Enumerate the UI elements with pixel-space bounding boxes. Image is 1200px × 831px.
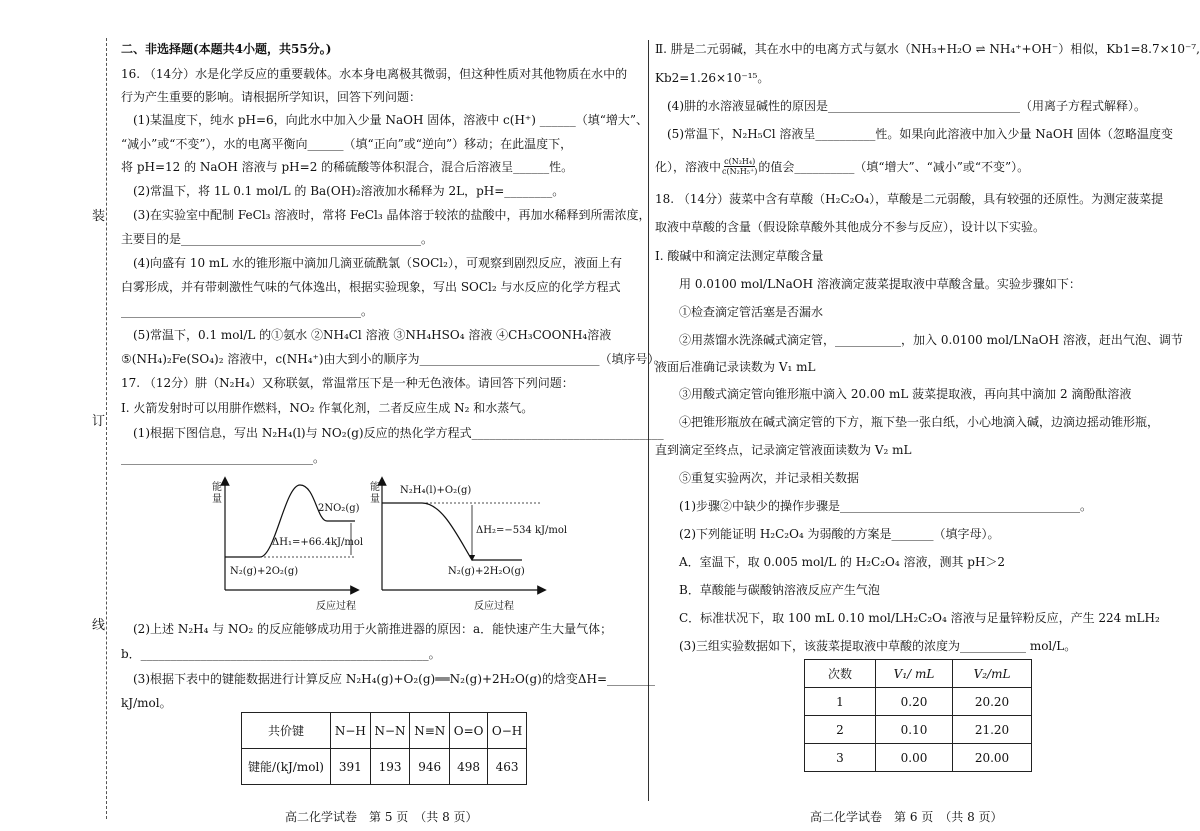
- q18-1: (1)步骤②中缺少的操作步骤是________________________________________。: [679, 499, 1092, 513]
- table-header-cell: V₁/ mL: [876, 660, 953, 688]
- table-header-cell: 共价键: [242, 713, 331, 749]
- ratio-numerator: c(N₂H₄): [724, 157, 756, 166]
- table-cell: 463: [488, 749, 527, 785]
- q16-5-line2: ⑤(NH₄)₂Fe(SO₄)₂ 溶液中，c(NH₄⁺)由大到小的顺序为______________________________（填序号）。: [121, 352, 666, 366]
- q17b-line2: Kb2=1.26×10⁻¹⁵。: [655, 71, 770, 85]
- q16-1-line3: 将 pH=12 的 NaOH 溶液与 pH=2 的稀硫酸等体积混合，混合后溶液呈______性。: [121, 160, 574, 174]
- q17-3-line2: kJ/mol。: [121, 696, 172, 710]
- q16-4-line1: (4)向盛有 10 mL 水的锥形瓶中滴加几滴亚硫酰氯（SOCl₂），可观察到剧烈反应，液面上有: [133, 256, 622, 270]
- q16-3-line2: 主要目的是________________________________________。: [121, 232, 434, 246]
- q16-line1: 16. （14分）水是化学反应的重要载体。水本身电离极其微弱，但这种性质对其他物质在水中的: [121, 67, 628, 81]
- table-header-cell: O−H: [488, 713, 527, 749]
- q16-4-line2: 白雾形成，并有带刺激性气味的气体逸出，根据实验现象，写出 SOCl₂ 与水反应的化学方程式: [121, 280, 621, 294]
- table-cell: 0.10: [876, 716, 953, 744]
- chart1-xlabel: 反应过程: [316, 601, 356, 612]
- q17-2-line2: b．________________________________________________。: [121, 647, 441, 661]
- q17-3-line1: (3)根据下表中的键能数据进行计算反应 N₂H₄(g)+O₂(g)══N₂(g)+2H₂O(g)的焓变ΔH=________: [133, 672, 656, 686]
- chart1-dh-label: ΔH₁=+66.4kJ/mol: [272, 537, 364, 548]
- table-cell: 946: [410, 749, 450, 785]
- section-title: 二、非选择题(本题共4小题，共55分。): [121, 42, 332, 56]
- q18-step4-line2: 直到滴定至终点，记录滴定管液面读数为 V₂ mL: [655, 443, 912, 457]
- q17-1-line2: ________________________________。: [121, 451, 326, 465]
- q18-option-a: A．室温下，取 0.005 mol/L 的 H₂C₂O₄ 溶液，测其 pH＞2: [679, 555, 1006, 569]
- q18-option-b: B．草酸能与碳酸钠溶液反应产生气泡: [679, 583, 880, 597]
- q18-3: (3)三组实验数据如下，该菠菜提取液中草酸的浓度为___________ mol/L。: [679, 639, 1077, 653]
- table-cell: 3: [805, 744, 876, 772]
- q18-part1: Ⅰ. 酸碱中和滴定法测定草酸含量: [655, 249, 824, 263]
- ratio-denominator: c(N₂H₅⁺): [722, 167, 758, 176]
- table-header-cell: N−N: [370, 713, 410, 749]
- bond-energy-table: [241, 712, 527, 785]
- table-cell: 193: [370, 749, 410, 785]
- table-cell: 键能/(kJ/mol): [242, 749, 331, 785]
- q18-2: (2)下列能证明 H₂C₂O₄ 为弱酸的方案是_______（填字母）。: [679, 527, 1000, 541]
- table-row: [242, 713, 527, 749]
- q18-step3: ③用酸式滴定管向锥形瓶中滴入 20.00 mL 菠菜提取液，再向其中滴加 2 滴酚酞溶液: [679, 387, 1132, 401]
- binding-mark-xian: 线: [92, 614, 105, 633]
- table-row: [242, 749, 527, 785]
- q17-5-line2: [655, 157, 1029, 176]
- table-cell: 0.20: [876, 688, 953, 716]
- page-divider: [648, 40, 649, 801]
- table-row: [805, 716, 1032, 744]
- q16-5-line1: (5)常温下，0.1 mol/L 的①氨水 ②NH₄Cl 溶液 ③NH₄HSO₄ 溶液 ④CH₃COONH₄溶液: [133, 328, 612, 342]
- table-cell: 21.20: [953, 716, 1032, 744]
- q16-1-line1: (1)某温度下，纯水 pH=6，向此水中加入少量 NaOH 固体，溶液中 c(H⁺) ______（填“增大”、: [133, 113, 649, 127]
- chart2-dh-label: ΔH₂=−534 kJ/mol: [476, 525, 568, 536]
- chart2-product-label: N₂(g)+2H₂O(g): [448, 566, 525, 577]
- table-header-cell: N≡N: [410, 713, 450, 749]
- q17-4: (4)肼的水溶液显碱性的原因是________________________________（用离子方程式解释）。: [667, 99, 1147, 113]
- table-cell: 2: [805, 716, 876, 744]
- table-row: [805, 744, 1032, 772]
- binding-line: [106, 38, 107, 819]
- chart2-ylabel: 能量: [370, 482, 380, 505]
- page-footer-right: 高二化学试卷 第 6 页 （共 8 页）: [810, 810, 1003, 824]
- q16-line2: 行为产生重要的影响。请根据所学知识，回答下列问题：: [121, 90, 422, 104]
- table-header-cell: V₂/mL: [953, 660, 1032, 688]
- q16-2: (2)常温下，将 1L 0.1 mol/L 的 Ba(OH)₂溶液加水稀释为 2L，pH=________。: [133, 184, 565, 198]
- chart1-ylabel: 能量: [212, 482, 222, 505]
- chart1-reactant-label: N₂(g)+2O₂(g): [230, 566, 299, 577]
- q16-4-line3: ________________________________________。: [121, 304, 374, 318]
- q18-step2-line1: ②用蒸馏水洗涤碱式滴定管，___________，加入 0.0100 mol/LNaOH 溶液，赶出气泡、调节: [679, 333, 1183, 347]
- chart2-xlabel: 反应过程: [474, 601, 514, 612]
- table-cell: 391: [331, 749, 371, 785]
- q18-line1: 18. （14分）菠菜中含有草酸（H₂C₂O₄），草酸是二元弱酸，具有较强的还原性。为测定菠菜提: [655, 192, 1164, 206]
- concentration-ratio: [722, 157, 757, 176]
- binding-mark-ding: 订: [92, 410, 105, 429]
- q16-3-line1: (3)在实验室中配制 FeCl₃ 溶液时，常将 FeCl₃ 晶体溶于较浓的盐酸中，再加水稀释到所需浓度，: [133, 208, 651, 222]
- q17b-line1: Ⅱ. 肼是二元弱碱，其在水中的电离方式与氨水（NH₃+H₂O ⇌ NH₄⁺+OH⁻）相似，Kb1=8.7×10⁻⁷,: [655, 42, 1200, 56]
- q17-5-line1: (5)常温下，N₂H₅Cl 溶液呈__________性。如果向此溶液中加入少量 NaOH 固体（忽略温度变: [667, 127, 1174, 141]
- table-row: [805, 660, 1032, 688]
- q18-option-c: C．标准状况下，取 100 mL 0.10 mol/LH₂C₂O₄ 溶液与足量锌粉反应，产生 224 mLH₂: [679, 611, 1160, 625]
- q17-5-text-a: 化），溶液中: [655, 159, 722, 174]
- q17-line1: 17. （12分）肼（N₂H₄）又称联氨，常温常压下是一种无色液体。请回答下列问题：: [121, 376, 574, 390]
- titration-data-table: [804, 659, 1032, 772]
- q17-part1: Ⅰ. 火箭发射时可以用肼作燃料，NO₂ 作氧化剂，二者反应生成 N₂ 和水蒸气。: [121, 401, 534, 415]
- chart1-product-label: 2NO₂(g): [318, 503, 360, 514]
- chart2-reactant-label: N₂H₄(l)+O₂(g): [400, 485, 472, 496]
- q17-1-line1: (1)根据下图信息，写出 N₂H₄(l)与 NO₂(g)反应的热化学方程式________________________________: [133, 426, 664, 440]
- table-cell: 20.20: [953, 688, 1032, 716]
- q18-step1: ①检查滴定管活塞是否漏水: [679, 305, 824, 319]
- page-footer-left: 高二化学试卷 第 5 页 （共 8 页）: [285, 810, 478, 824]
- q17-5-text-b: 的值会__________（填“增大”、“减小”或“不变”）。: [758, 159, 1030, 174]
- table-cell: 1: [805, 688, 876, 716]
- table-header-cell: O=O: [450, 713, 488, 749]
- q18-line2: 取液中草酸的含量（假设除草酸外其他成分不参与反应），设计以下实验。: [655, 220, 1046, 234]
- table-cell: 498: [450, 749, 488, 785]
- q18-step5: ⑤重复实验两次，并记录相关数据: [679, 471, 860, 485]
- table-header-cell: N−H: [331, 713, 371, 749]
- q18-step4-line1: ④把锥形瓶放在碱式滴定管的下方，瓶下垫一张白纸，小心地滴入碱，边滴边摇动锥形瓶，: [679, 415, 1160, 429]
- q18-step2-line2: 液面后准确记录读数为 V₁ mL: [655, 360, 816, 374]
- binding-mark-zhuang: 装: [92, 205, 105, 224]
- q16-1-line2: “减小”或“不变”），水的电离平衡向______（填“正向”或“逆向”）移动；在此温度下，: [121, 137, 573, 151]
- table-cell: 20.00: [953, 744, 1032, 772]
- q18-intro: 用 0.0100 mol/LNaOH 溶液滴定菠菜提取液中草酸含量。实验步骤如下：: [679, 277, 1081, 291]
- table-row: [805, 688, 1032, 716]
- q17-2-line1: (2)上述 N₂H₄ 与 NO₂ 的反应能够成功用于火箭推进器的原因：a．能快速产生大量气体；: [133, 622, 613, 636]
- table-cell: 0.00: [876, 744, 953, 772]
- table-header-cell: 次数: [805, 660, 876, 688]
